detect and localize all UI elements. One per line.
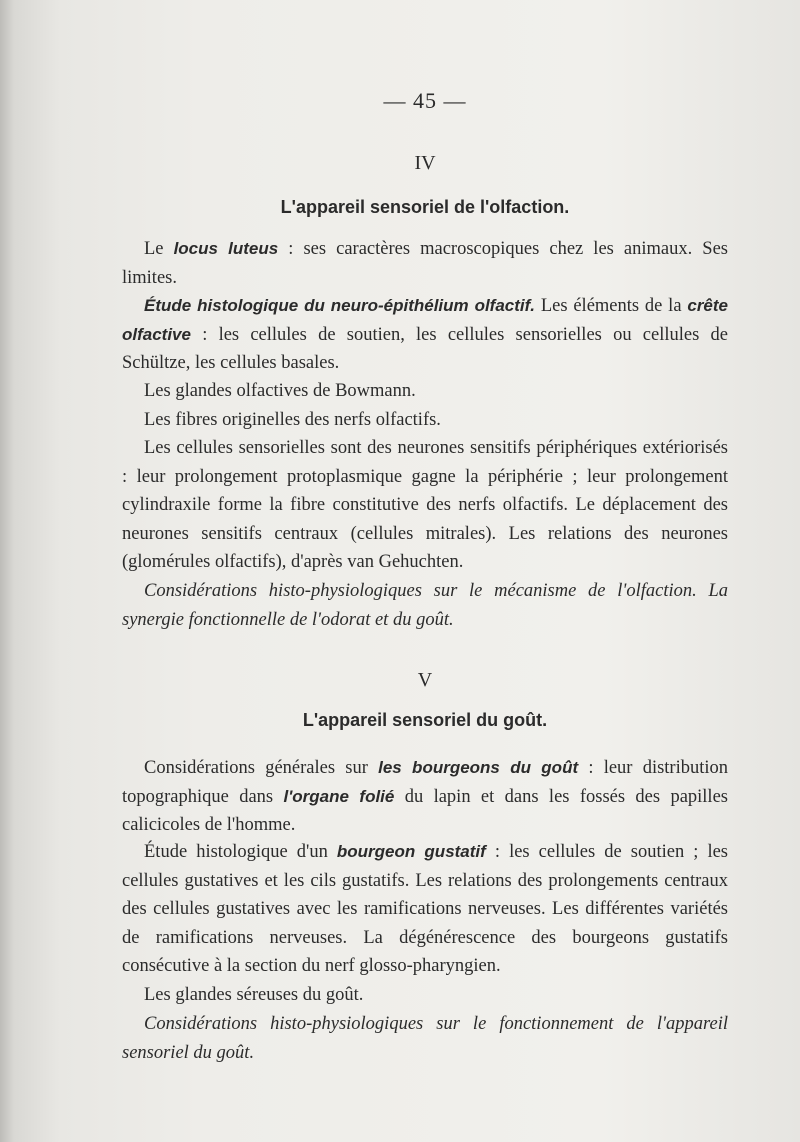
term-crete-olfactive: crête olfactive [122, 296, 728, 344]
text-run: Les éléments de la [535, 296, 688, 316]
section-v-paragraph-2 [122, 838, 728, 981]
term-organe-folie: l'organe folié [283, 786, 395, 806]
section-v-paragraph-3: Les glandes séreuses du goût. [144, 985, 364, 1005]
section-iv-paragraph-3: Les glandes olfactives de Bowmann. [144, 381, 416, 401]
section-iv-paragraph-6: Considérations histo-physiologiques sur le mécanisme de l'olfaction. La synergie fonctionnelle de l'odorat et du goût. [122, 581, 728, 630]
section-v-title: L'appareil sensoriel du goût. [302, 710, 548, 730]
section-v-numeral: V [417, 669, 433, 691]
text-run: Étude histologique d'un [144, 842, 337, 862]
text-run: Le [144, 239, 174, 259]
section-iv-paragraph-5: Les cellules sensorielles sont des neurones sensitifs périphériques extériorisés : leur prolongement protoplasmique gagne la périphérie ; leur prolongement cylindraxile forme la fibre constitutive des nerfs olfactifs. Le déplacement des neurones sensitifs centraux (cellules mitrales). Les relations des neurones (glomérules olfactifs), d'après van Gehuchten. [122, 438, 728, 572]
text-run: : leur distribution topographique dans [122, 758, 728, 807]
text-run: : les cellules de soutien, les cellules sensorielles ou cellules de Schültze, les cellules basales. [122, 324, 728, 373]
term-bourgeon-gustatif: bourgeon gustatif [336, 842, 486, 861]
section-v-paragraph-1 [122, 754, 728, 840]
section-iv-paragraph-1 [122, 235, 728, 292]
section-iv-numeral: IV [414, 152, 436, 174]
section-iv-paragraph-4: Les fibres originelles des nerfs olfactifs. [144, 410, 441, 430]
section-iv-title: L'appareil sensoriel de l'olfaction. [280, 197, 570, 217]
text-run: : ses caractères macroscopiques chez les animaux. Ses limites. [122, 239, 729, 288]
term-bourgeons-du-gout: les bourgeons du goût [378, 758, 579, 777]
term-locus-luteus: locus luteus [173, 239, 279, 258]
text-run: : les cellules de soutien ; les cellules gustatives et les cils gustatifs. Les relations des prolongements centraux des cellules gustatives avec les ramifications nerveuses. Les différentes variétés de ramifications nerveuses. La dégénérescence des bourgeons gustatifs consécutive à la section du nerf glosso-pharyngien. [122, 842, 728, 976]
text-run: Considérations générales sur [144, 758, 379, 778]
section-v-paragraph-4: Considérations histo-physiologiques sur le fonctionnement de l'appareil sensoriel du goût. [122, 1014, 728, 1063]
page-number: — 45 — [383, 88, 467, 113]
term-etude-histologique: Étude histologique du neuro-épithélium olfactif. [144, 296, 536, 315]
text-run: du lapin et dans les fossés des papilles calicicoles de l'homme. [122, 786, 728, 835]
section-iv-paragraph-2 [122, 292, 728, 378]
